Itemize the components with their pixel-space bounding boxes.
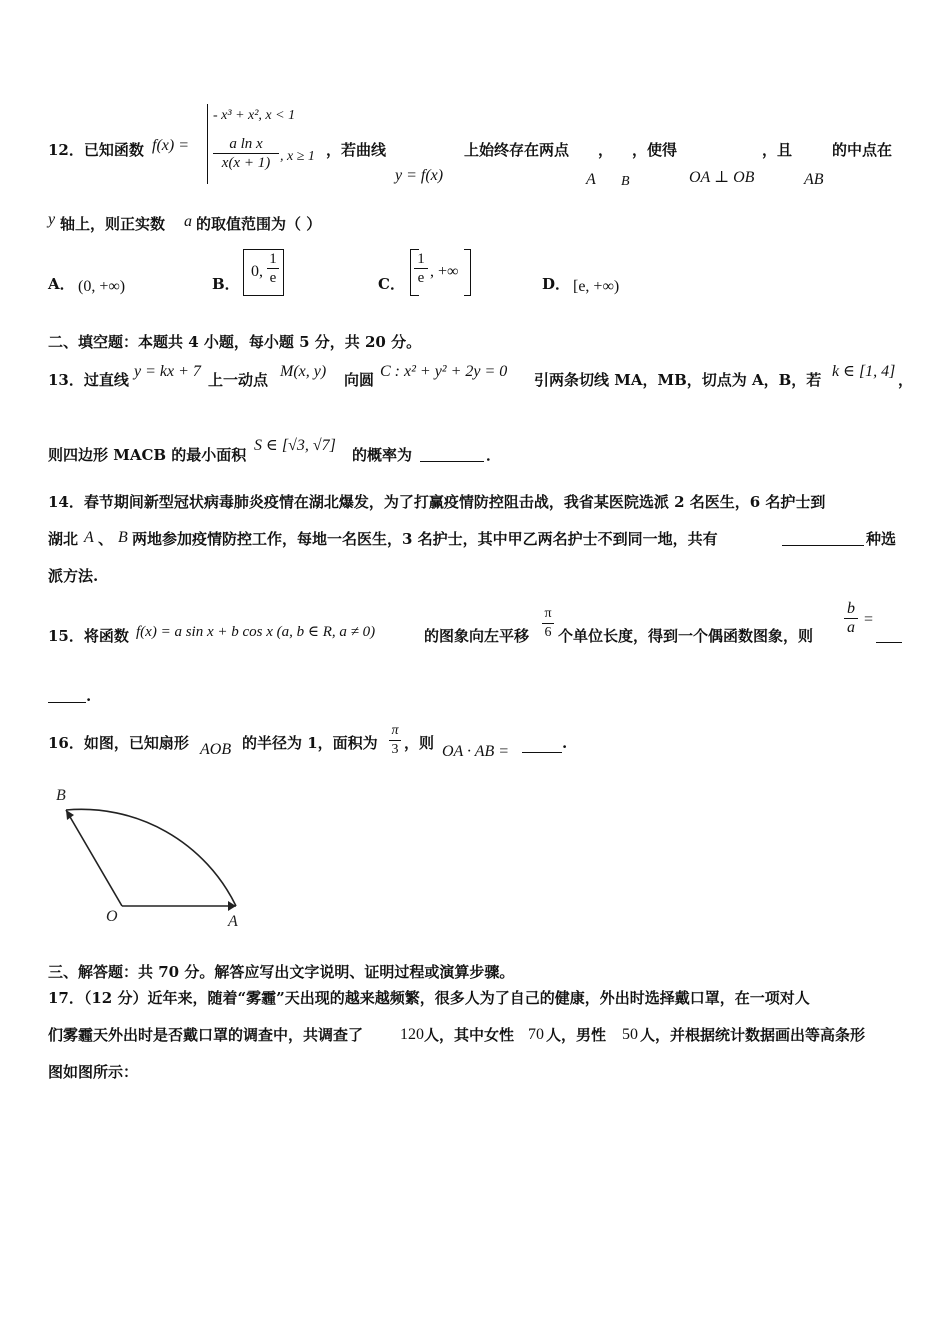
q13-end: ． — [486, 446, 502, 464]
q15-shift-frac — [542, 605, 554, 642]
q15-text2: 个单位长度，得到一个偶函数图象，则 — [558, 627, 814, 645]
q12-comma2: ，使得 — [632, 141, 678, 159]
q17-line2d: 人，并根据统计数据画出等高条形 — [640, 1026, 866, 1044]
q12-optB-pre: 0, — [251, 263, 263, 280]
q16-end: . — [562, 734, 568, 752]
q13-label: 13．过直线 — [48, 371, 129, 389]
q17-line2c: 人，男性 — [546, 1026, 607, 1044]
q15-text1: 的图象向左平移 — [424, 627, 530, 645]
q12-optC-label: C． — [378, 275, 405, 293]
sector-arc — [66, 809, 236, 906]
q14-line2a: 湖北 — [48, 530, 79, 548]
q17-line2a: 们雾霾天外出时是否戴口罩的调查中，共调查了 — [48, 1026, 364, 1044]
q12-case2-cond: , x ≥ 1 — [280, 149, 315, 164]
q15-a: a — [847, 619, 855, 636]
q12-optC-den: e — [417, 270, 425, 286]
q16-text2: ，则 — [404, 734, 435, 752]
q13-answer-blank[interactable] — [420, 447, 484, 462]
q14-line3: 派方法. — [48, 567, 99, 585]
q12-optC-num: 1 — [414, 250, 428, 269]
q16-text1: 的半径为 1，面积为 — [242, 734, 378, 752]
q12-text2: 上始终存在两点 — [464, 141, 570, 159]
q17-n120: 120 — [400, 1026, 424, 1043]
q12-optB-frac — [267, 250, 279, 287]
q12-comma1: ， — [598, 141, 614, 159]
q13-line2b: 的概率为 — [352, 446, 413, 464]
q13-comma: ， — [898, 371, 914, 389]
q16-answer-blank[interactable] — [522, 738, 562, 753]
q12-text3: ，且 — [762, 141, 793, 159]
q13-line2a: 则四边形 MACB 的最小面积 — [48, 446, 247, 464]
q16-pi: π — [389, 722, 401, 741]
q14-answer-blank[interactable] — [782, 531, 864, 546]
q12-perp: OA ⊥ OB — [689, 169, 755, 186]
section-3-heading: 三、解答题：共 70 分。解答应写出文字说明、证明过程或演算步骤。 — [48, 963, 515, 981]
q12-y: y — [48, 211, 56, 228]
q12-case1: - x³ + x², x < 1 — [213, 108, 296, 123]
q12-A: A — [586, 171, 596, 188]
q17-line1: 17．（12 分）近年来，随着“雾霾”天出现的越来越频繁，很多人为了自己的健康，外出时选择戴口罩，在一项对人 — [48, 989, 810, 1007]
q12-optC-frac — [414, 250, 428, 287]
q16-label: 16．如图，已知扇形 — [48, 734, 189, 752]
q12-curve: y = f(x) — [395, 167, 444, 184]
q12-optB-label: B． — [212, 275, 240, 293]
q12-brace — [207, 104, 208, 184]
q15-end: . — [86, 687, 92, 705]
q12-label: 12．已知函数 — [48, 141, 144, 159]
q14-B: B — [118, 529, 128, 546]
q14-line2b: 两地参加疫情防控工作，每地一名医生，3 名护士，其中甲乙两名护士不到同一地，共有 — [132, 530, 718, 548]
q14-line2c: 种选 — [866, 530, 897, 548]
q17-line3: 图如图所示： — [48, 1063, 139, 1081]
q15-answer-blank-1[interactable] — [876, 628, 902, 643]
q12-case2-num: a ln x — [213, 135, 279, 154]
q15-pi: π — [542, 605, 554, 624]
q12-optB-num: 1 — [267, 250, 279, 269]
q16-sector: AOB — [200, 741, 232, 758]
q12-optD: [e, +∞) — [573, 278, 620, 295]
q12-line2b: 的取值范围为（ ） — [196, 215, 322, 233]
q12-text4: 的中点在 — [832, 141, 893, 159]
q12-line2a: 轴上，则正实数 — [60, 215, 166, 233]
q15-func: f(x) = a sin x + b cos x (a, b ∈ R, a ≠ 0) — [136, 624, 376, 640]
q13-text2: 向圆 — [344, 371, 375, 389]
q16-three: 3 — [391, 742, 399, 757]
q14-A: A — [84, 529, 94, 546]
arrow-B-icon — [66, 810, 74, 820]
q13-circle: C : x² + y² + 2y = 0 — [380, 363, 508, 380]
q17-n70: 70 — [528, 1026, 544, 1043]
q17-n50: 50 — [622, 1026, 638, 1043]
q12-B: B — [621, 174, 630, 189]
q12-optC-bracket-right — [464, 249, 471, 296]
q12-optB-den: e — [269, 270, 277, 286]
fig-label-B: B — [56, 787, 66, 804]
q12-optC-post: , +∞ — [430, 263, 459, 280]
segment-OB — [66, 810, 122, 906]
fig-label-O: O — [106, 908, 118, 925]
q13-text3: 引两条切线 MA，MB，切点为 A，B，若 — [534, 371, 822, 389]
q13-point: M(x, y) — [280, 363, 327, 380]
q15-label: 15．将函数 — [48, 627, 129, 645]
q12-fx: f(x) = — [152, 137, 189, 154]
q12-optA: (0, +∞) — [78, 278, 126, 295]
fig-label-A: A — [228, 913, 238, 930]
q15-eq: = — [864, 611, 874, 628]
q17-line2b: 人，其中女性 — [424, 1026, 515, 1044]
section-2-heading: 二、填空题：本题共 4 小题，每小题 5 分，共 20 分。 — [48, 333, 422, 351]
q15-b: b — [844, 600, 858, 619]
q12-case2-den: x(x + 1) — [221, 155, 271, 171]
q12-text1: ，若曲线 — [326, 141, 387, 159]
q12-a: a — [184, 213, 192, 230]
q12-AB: AB — [804, 171, 824, 188]
q13-text1: 上一动点 — [208, 371, 269, 389]
q15-six: 6 — [544, 625, 552, 640]
q16-sector-figure — [50, 780, 250, 930]
q14-line1: 14．春节期间新型冠状病毒肺炎疫情在湖北爆发，为了打赢疫情防控阻击战，我省某医院选派 2 名医生，6 名护士到 — [48, 493, 826, 511]
q13-srange: S ∈ [√3, √7] — [254, 437, 336, 454]
q16-expr: OA · AB = — [442, 743, 510, 760]
q12-optA-label: A． — [48, 275, 75, 293]
q15-ratio-frac — [844, 600, 858, 637]
q15-answer-blank-2[interactable] — [48, 688, 86, 703]
q12-optD-label: D． — [542, 275, 571, 293]
q12-case2-frac — [213, 135, 279, 172]
q16-area-frac — [389, 722, 401, 759]
q13-krange: k ∈ [1, 4] — [832, 363, 896, 380]
q14-sep: 、 — [98, 530, 114, 548]
q13-line: y = kx + 7 — [134, 363, 201, 380]
